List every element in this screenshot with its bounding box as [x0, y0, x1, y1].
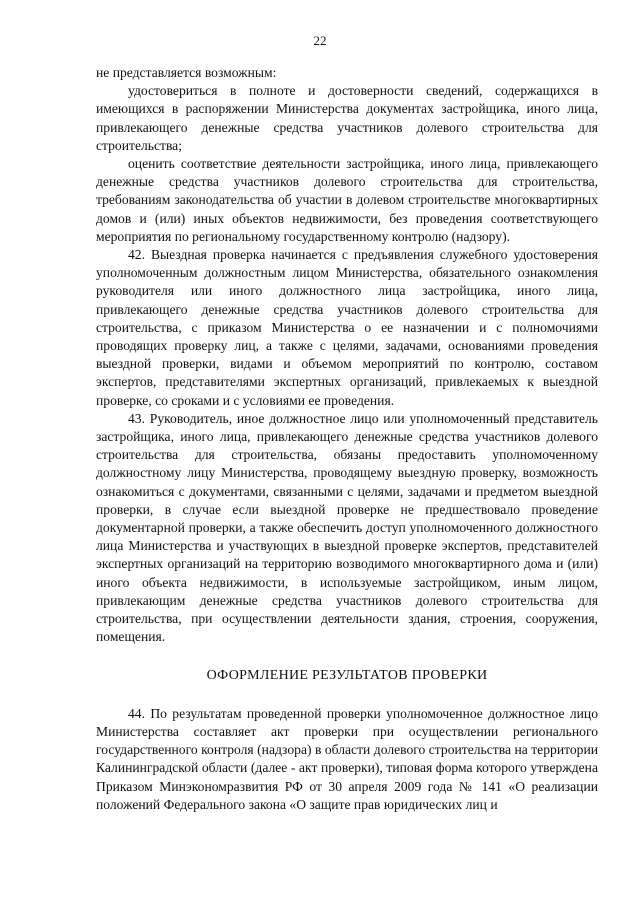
paragraph-assess-compliance: оценить соответствие деятельности застройщика, иного лица, привлекающего денежные средства участников долевого строительства для строительства, требованиям законодательства об участии в долевом строительстве многоквартирных домов и (или) иных объектов недвижимости, без проведения соответствующего мероприятия по региональному государственному контролю (надзору). [96, 156, 598, 244]
section-title: ОФОРМЛЕНИЕ РЕЗУЛЬТАТОВ ПРОВЕРКИ [206, 667, 488, 683]
paragraph-continuation: не представляется возможным: [96, 65, 277, 80]
page-number: 22 [313, 33, 327, 48]
document-body [96, 64, 598, 814]
paragraph-verify-completeness: удостовериться в полноте и достоверности сведений, содержащихся в имеющихся в распоряжении Министерства документах застройщика, иного лица, привлекающего денежные средства участников долевого строительства для строительства; [96, 83, 598, 153]
paragraph-42: 42. Выездная проверка начинается с предъявления служебного удостоверения уполномоченным должностным лицом Министерства, обязательного ознакомления руководителя или иного должностного лица застройщика, иного лица, привлекающего денежные средства участников долевого строительства для строительства, с приказом Министерства о ее назначении и с полномочиями проводящих проверку лиц, а также с целями, задачами, основаниями проведения выездной проверки, видами и объемом мероприятий по контролю, составом экспертов, представителями экспертных организаций, привлекаемых к выездной проверке, со сроками и с условиями ее проведения. [96, 247, 598, 408]
paragraph-44: 44. По результатам проведенной проверки уполномоченное должностное лицо Министерства составляет акт проверки при осуществлении регионального государственного контроля (надзора) в области долевого строительства на территории Калининградской области (далее - акт проверки), типовая форма которого утверждена Приказом Минэкономразвития РФ от 30 апреля 2009 года № 141 «О реализации положений Федерального закона «О защите прав юридических лиц и [96, 705, 598, 812]
paragraph-43: 43. Руководитель, иное должностное лицо или уполномоченный представитель застройщика, иного лица, привлекающего денежные средства участников долевого строительства для строительства, обязаны предоставить уполномоченному должностному лицу Министерства, проводящему выездную проверку, возможность ознакомиться с документами, связанными с целями, задачами и предметом выездной проверки, в случае если выездной проверке не предшествовало проведение документарной проверки, а также обеспечить доступ уполномоченного должностного лица Министерства и участвующих в выездной проверке экспертов, представителей экспертных организаций на территорию возводимого многоквартирного дома и (или) иного объекта недвижимости, в используемые застройщиком, иным лицом, привлекающим денежные средства участников долевого строительства для строительства, при осуществлении деятельности здания, строения, сооружения, помещения. [96, 410, 598, 645]
